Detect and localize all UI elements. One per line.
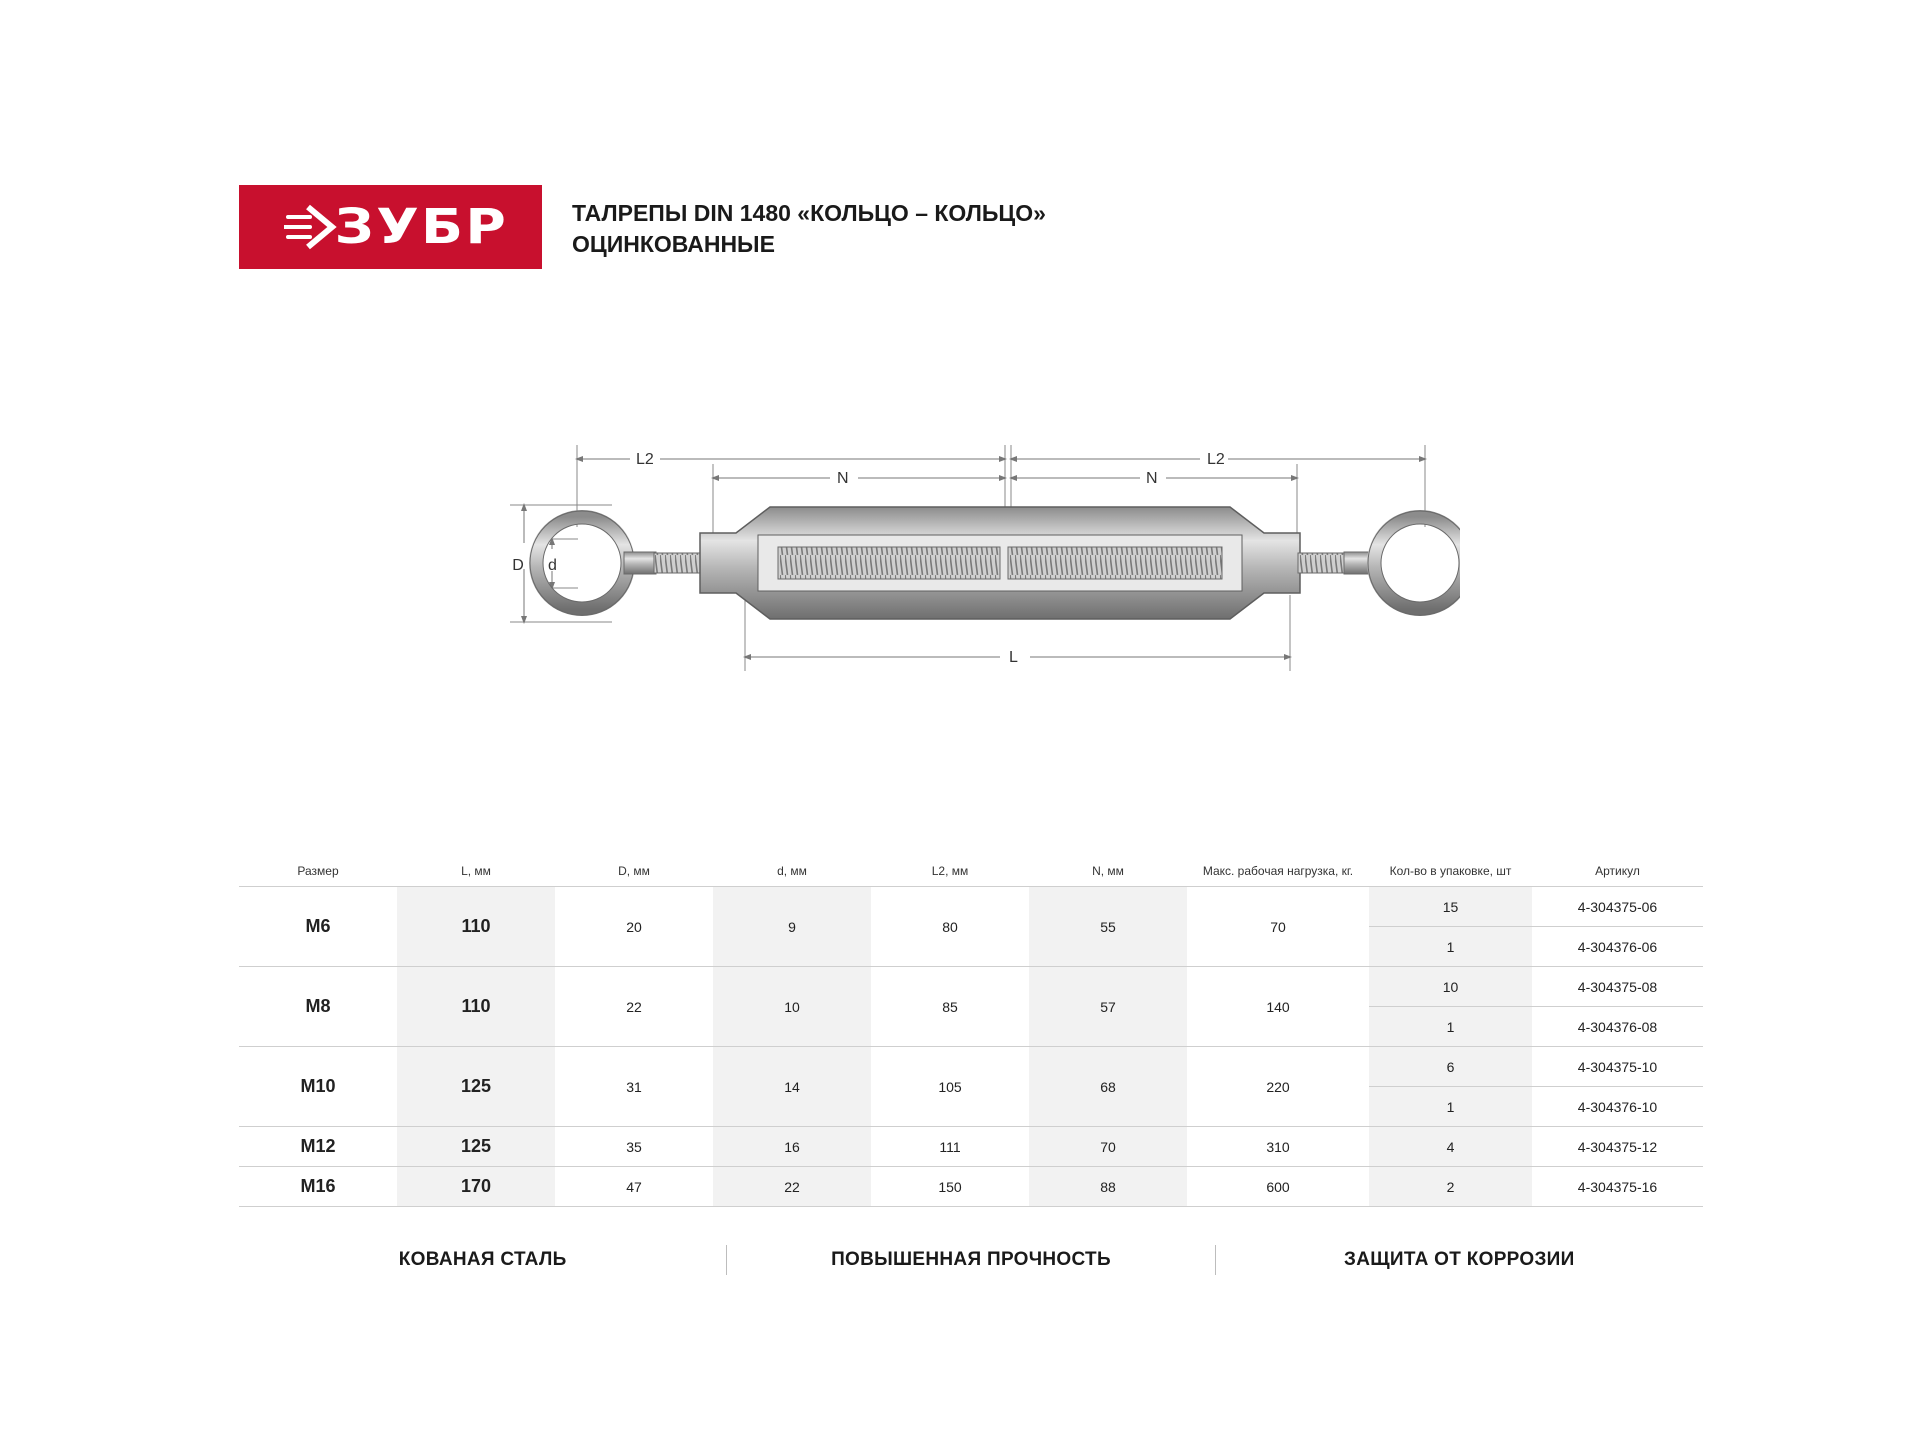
cell-sku: 4-304376-06 bbox=[1532, 927, 1703, 967]
dim-label-N-left: N bbox=[837, 470, 849, 487]
col-header-size: Размер bbox=[239, 856, 397, 887]
cell-L2: 111 bbox=[871, 1127, 1029, 1167]
feature-high-strength: ПОВЫШЕННАЯ ПРОЧНОСТЬ bbox=[831, 1249, 1111, 1270]
cell-N: 88 bbox=[1029, 1167, 1187, 1207]
cell-N: 55 bbox=[1029, 887, 1187, 967]
cell-qty: 4 bbox=[1369, 1127, 1532, 1167]
cell-L: 125 bbox=[397, 1127, 555, 1167]
cell-load: 600 bbox=[1187, 1167, 1369, 1207]
cell-L: 110 bbox=[397, 967, 555, 1047]
brand-arrows-icon bbox=[284, 203, 338, 251]
dim-label-N-right: N bbox=[1146, 470, 1158, 487]
cell-sku: 4-304375-06 bbox=[1532, 887, 1703, 927]
cell-sku: 4-304375-08 bbox=[1532, 967, 1703, 1007]
col-header-N: N, мм bbox=[1029, 856, 1187, 887]
cell-sku: 4-304376-08 bbox=[1532, 1007, 1703, 1047]
cell-L2: 105 bbox=[871, 1047, 1029, 1127]
cell-L2: 85 bbox=[871, 967, 1029, 1047]
table-row bbox=[239, 1167, 1703, 1207]
cell-N: 57 bbox=[1029, 967, 1187, 1047]
feature-forged-steel: КОВАНАЯ СТАЛЬ bbox=[398, 1249, 567, 1270]
cell-sku: 4-304375-10 bbox=[1532, 1047, 1703, 1087]
cell-load: 310 bbox=[1187, 1127, 1369, 1167]
dim-label-L2-right: L2 bbox=[1207, 451, 1225, 468]
cell-D: 22 bbox=[555, 967, 713, 1047]
cell-size: M12 bbox=[239, 1127, 397, 1167]
cell-L: 170 bbox=[397, 1167, 555, 1207]
cell-load: 220 bbox=[1187, 1047, 1369, 1127]
col-header-sku: Артикул bbox=[1532, 856, 1703, 887]
feature-strip bbox=[239, 1245, 1703, 1275]
cell-D: 20 bbox=[555, 887, 713, 967]
cell-qty: 2 bbox=[1369, 1167, 1532, 1207]
cell-L: 125 bbox=[397, 1047, 555, 1127]
col-header-L: L, мм bbox=[397, 856, 555, 887]
title-line-1: ТАЛРЕПЫ DIN 1480 «КОЛЬЦО – КОЛЬЦО» bbox=[572, 200, 1046, 226]
table-row bbox=[239, 967, 1703, 1007]
cell-d: 14 bbox=[713, 1047, 871, 1127]
cell-qty: 1 bbox=[1369, 1087, 1532, 1127]
turnbuckle-body bbox=[700, 507, 1300, 619]
col-header-d: d, мм bbox=[713, 856, 871, 887]
table-row bbox=[239, 1047, 1703, 1087]
table-row bbox=[239, 1127, 1703, 1167]
dim-label-d: d bbox=[548, 557, 557, 574]
brand-name: ЗУБР bbox=[334, 199, 509, 255]
dim-label-L: L bbox=[1009, 649, 1018, 666]
title-line-2: ОЦИНКОВАННЫЕ bbox=[572, 231, 775, 257]
cell-sku: 4-304375-16 bbox=[1532, 1167, 1703, 1207]
spec-table bbox=[239, 856, 1703, 1207]
cell-L2: 150 bbox=[871, 1167, 1029, 1207]
right-eye-bolt bbox=[1298, 511, 1460, 615]
cell-d: 22 bbox=[713, 1167, 871, 1207]
dim-label-D: D bbox=[512, 557, 524, 574]
cell-sku: 4-304376-10 bbox=[1532, 1087, 1703, 1127]
turnbuckle-diagram bbox=[500, 435, 1460, 695]
cell-d: 16 bbox=[713, 1127, 871, 1167]
cell-d: 10 bbox=[713, 967, 871, 1047]
cell-D: 31 bbox=[555, 1047, 713, 1127]
cell-qty: 15 bbox=[1369, 887, 1532, 927]
cell-size: M8 bbox=[239, 967, 397, 1047]
cell-L: 110 bbox=[397, 887, 555, 967]
cell-size: M16 bbox=[239, 1167, 397, 1207]
cell-load: 70 bbox=[1187, 887, 1369, 967]
col-header-qty: Кол-во в упаковке, шт bbox=[1369, 856, 1532, 887]
page-title bbox=[572, 198, 1046, 260]
cell-qty: 10 bbox=[1369, 967, 1532, 1007]
cell-N: 68 bbox=[1029, 1047, 1187, 1127]
col-header-load: Макс. рабочая нагрузка, кг. bbox=[1187, 856, 1369, 887]
cell-D: 35 bbox=[555, 1127, 713, 1167]
brand-logo bbox=[239, 185, 542, 269]
cell-sku: 4-304375-12 bbox=[1532, 1127, 1703, 1167]
feature-corrosion-protection: ЗАЩИТА ОТ КОРРОЗИИ bbox=[1344, 1249, 1575, 1270]
cell-D: 47 bbox=[555, 1167, 713, 1207]
col-header-D: D, мм bbox=[555, 856, 713, 887]
cell-size: M6 bbox=[239, 887, 397, 967]
cell-L2: 80 bbox=[871, 887, 1029, 967]
dim-label-L2-left: L2 bbox=[636, 451, 654, 468]
table-header-row bbox=[239, 856, 1703, 887]
cell-size: M10 bbox=[239, 1047, 397, 1127]
cell-load: 140 bbox=[1187, 967, 1369, 1047]
cell-qty: 1 bbox=[1369, 927, 1532, 967]
col-header-L2: L2, мм bbox=[871, 856, 1029, 887]
cell-d: 9 bbox=[713, 887, 871, 967]
table-row bbox=[239, 887, 1703, 927]
cell-qty: 1 bbox=[1369, 1007, 1532, 1047]
cell-N: 70 bbox=[1029, 1127, 1187, 1167]
cell-qty: 6 bbox=[1369, 1047, 1532, 1087]
